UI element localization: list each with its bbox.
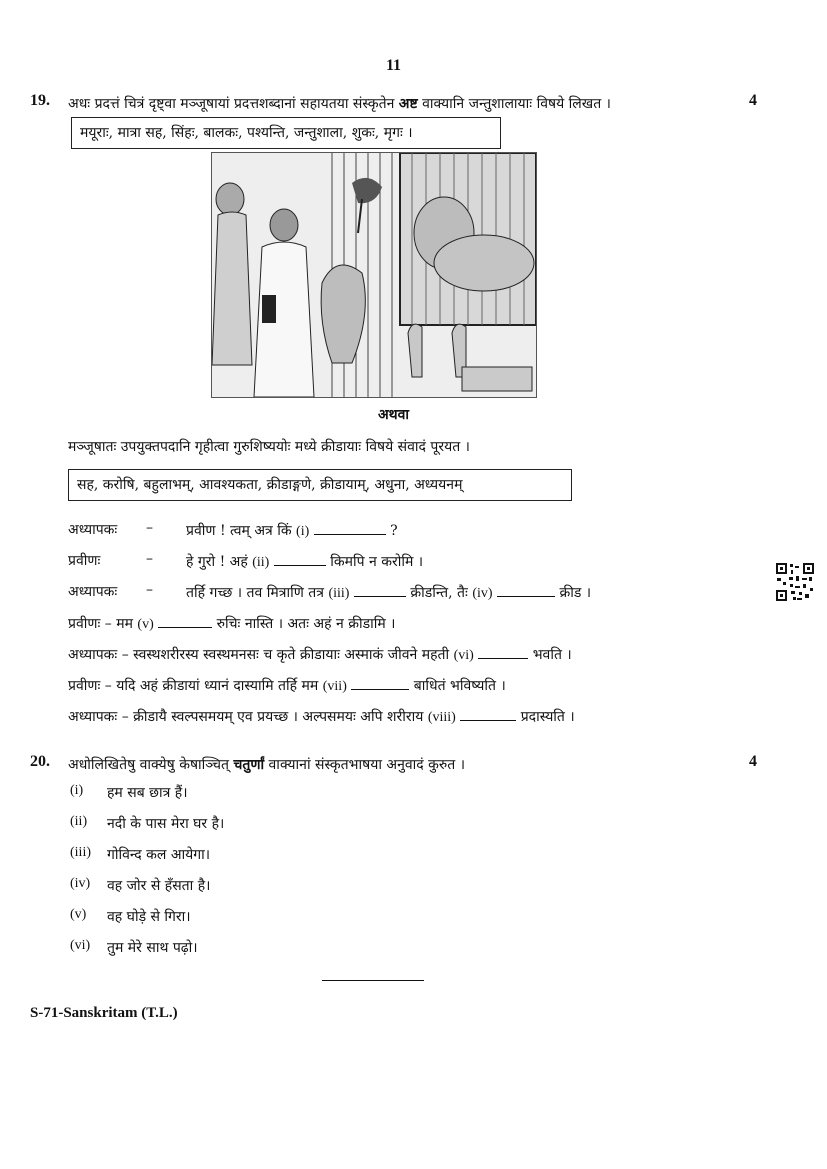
dialogue-line-6: [68, 675, 506, 695]
q19-number: 19.: [30, 92, 50, 109]
blank-viii[interactable]: [460, 706, 516, 721]
dialogue-line-2-num: (ii): [252, 555, 270, 570]
dialogue-line-7-num: (viii): [427, 710, 456, 725]
q19-instruction: [68, 94, 611, 113]
dialogue-line-3-pre: तर्हि गच्छ । तव मित्राणि तत्र: [186, 585, 329, 601]
dialogue-line-6-num: (vii): [322, 679, 347, 694]
dialogue-line-5: [68, 644, 572, 664]
q20-item-1-num: (i): [70, 783, 84, 798]
end-rule: [322, 980, 424, 981]
q20-instruction-pre: अधोलिखितेषु वाक्येषु केषाञ्चित्: [68, 757, 234, 773]
or-text: अथवा: [377, 407, 410, 423]
q20-item-6-text: तुम मेरे साथ पढ़ो।: [107, 940, 198, 956]
page-number: 11: [385, 57, 402, 74]
q19-instruction-pre: अधः प्रदत्तं चित्रं दृष्ट्वा मञ्जूषायां प्रदत्तशब्दानां सहायतया संस्कृतेन: [68, 96, 399, 112]
q20-item-4-num: (iv): [70, 876, 91, 891]
dialogue-line-5-num: (vi): [453, 648, 474, 663]
dialogue-line-4-post: रुचिः नास्ति । अतः अहं न क्रीडामि ।: [212, 616, 396, 632]
q20-instruction-bold: चतुर्णां: [233, 757, 265, 773]
q20-item-1-text: हम सब छात्र हैं।: [107, 785, 188, 801]
blank-iv[interactable]: [497, 582, 555, 597]
zoo-illustration: [211, 152, 537, 398]
dialogue-line-4: [68, 613, 395, 633]
blank-iii[interactable]: [354, 582, 406, 597]
q20-instruction-post: वाक्यानां संस्कृतभाषया अनुवादं कुरुत ।: [264, 757, 466, 773]
dialogue-line-5-pre: अध्यापकः – स्वस्थशरीरस्य स्वस्थमनसः च कृते क्रीडायाः अस्माकं जीवने महती: [68, 647, 454, 663]
dialogue-line-3-post: क्रीड ।: [555, 585, 592, 601]
q19-instruction-post: वाक्यानि जन्तुशालायाः विषये लिखत ।: [417, 96, 611, 112]
blank-vi[interactable]: [478, 644, 528, 659]
q19-alt-instruction: मञ्जूषातः उपयुक्तपदानि गृहीत्वा गुरुशिष्ययोः मध्ये क्रीडायाः विषये संवादं पूरयत ।: [68, 439, 470, 455]
q20-item-2-text: नदी के पास मेरा घर है।: [107, 816, 225, 832]
q20-item-3-num: (iii): [70, 845, 91, 860]
dialogue-line-7-pre: अध्यापकः – क्रीडायै स्वल्पसमयम् एव प्रयच्छ । अल्पसमयः अपि शरीराय: [68, 709, 428, 725]
dialogue-line-1-speaker: अध्यापकः: [68, 522, 118, 538]
qr-code-icon: [775, 562, 815, 602]
q20-item-2-num: (ii): [70, 814, 88, 829]
dialogue-line-1-num: (i): [296, 524, 310, 539]
blank-i[interactable]: [314, 520, 386, 535]
dialogue-line-3-dash: –: [146, 582, 153, 598]
dialogue-line-1-post: ?: [385, 523, 398, 539]
dialogue-line-1-dash: –: [146, 520, 153, 536]
dialogue-line-6-post: बाधितं भविष्यति ।: [409, 678, 506, 694]
q20-number: 20.: [30, 753, 50, 770]
q20-item-4-text: वह जोर से हँसता है।: [107, 878, 211, 894]
q20-item-6-num: (vi): [70, 938, 91, 953]
dialogue-line-2-speaker: प्रवीणः: [68, 553, 101, 569]
footer-code: S-71-Sanskritam (T.L.): [30, 1005, 178, 1021]
dialogue-line-4-pre: प्रवीणः – मम: [68, 616, 138, 632]
dialogue-line-7: [68, 706, 575, 726]
dialogue-line-3-num2: (iv): [472, 586, 493, 601]
q19-alt-word-box: सह, करोषि, बहुलाभम्, आवश्यकता, क्रीडाङ्गणे, क्रीडायाम्, अधुना, अध्ययनम्: [68, 469, 572, 501]
dialogue-line-7-post: प्रदास्यति ।: [516, 709, 575, 725]
dialogue-line-3-text: [186, 582, 591, 602]
zoo-illustration-svg: [212, 153, 536, 397]
dialogue-line-5-post: भवति ।: [528, 647, 572, 663]
blank-v[interactable]: [158, 613, 212, 628]
dialogue-line-3-num: (iii): [328, 586, 350, 601]
dialogue-line-6-pre: प्रवीणः – यदि अहं क्रीडायां ध्यानं दास्यामि तर्हि मम: [68, 678, 323, 694]
q19-word-box: मयूराः, मात्रा सह, सिंहः, बालकः, पश्यन्ति, जन्तुशाला, शुकः, मृगः ।: [71, 117, 501, 149]
blank-vii[interactable]: [351, 675, 409, 690]
dialogue-line-1-text: [186, 520, 398, 540]
q20-item-3-text: गोविन्द कल आयेगा।: [107, 847, 211, 863]
dialogue-line-2-text: [186, 551, 423, 571]
dialogue-line-3-speaker: अध्यापकः: [68, 584, 118, 600]
q20-marks: 4: [749, 753, 757, 770]
dialogue-line-4-num: (v): [137, 617, 154, 632]
q19-instruction-bold: अष्ट: [398, 96, 418, 112]
dialogue-line-2-post: किमपि न करोमि ।: [325, 554, 424, 570]
q20-instruction: [68, 755, 465, 774]
q19-marks: 4: [749, 92, 757, 109]
dialogue-line-2-dash: –: [146, 551, 153, 567]
blank-ii[interactable]: [274, 551, 326, 566]
dialogue-line-2-pre: हे गुरो ! अहं: [186, 554, 253, 570]
dialogue-line-1-pre: प्रवीण ! त्वम् अत्र किं: [186, 523, 297, 539]
q20-item-5-text: वह घोड़े से गिरा।: [107, 909, 191, 925]
q20-item-5-num: (v): [70, 907, 87, 922]
dialogue-line-3-mid: क्रीडन्ति, तैः: [405, 585, 473, 601]
